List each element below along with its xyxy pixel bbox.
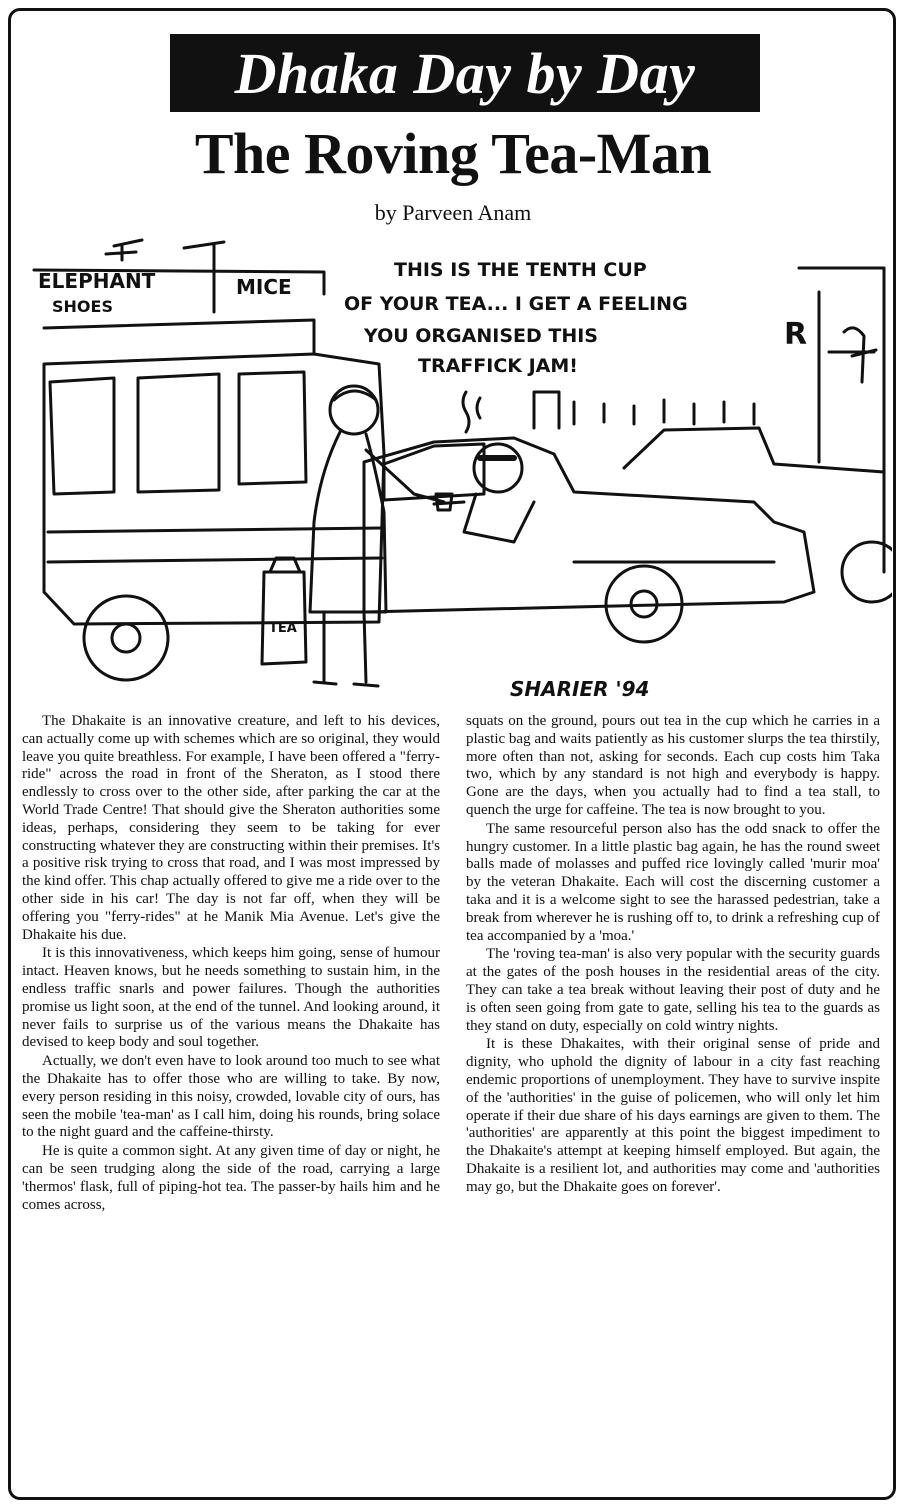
speech-line-2: OF YOUR TEA... I GET A FEELING — [344, 293, 688, 315]
paragraph: The same resourceful person also has the odd snack to offer the hungry customer. In a little plastic bag again, he has the round sweet balls made of molasses and puffed rice lovingly called 'murir moa' by the veteran Dhakaite. Each will cost the discerning customer a taka and it is a welcome sight to see the harassed pedestrian, take a break from wherever he is rushing off to, to drink a refreshing cup of tea accompanied by a 'moa.' — [466, 820, 880, 944]
article-column-left — [22, 713, 440, 1214]
cartoonist-signature: SHARIER '94 — [510, 677, 650, 701]
shop-sign-elephant: ELEPHANT — [38, 269, 156, 293]
section-title-banner — [170, 34, 760, 112]
customer-head — [474, 444, 522, 492]
building-right — [799, 268, 884, 572]
paragraph: The Dhakaite is an innovative creature, and left to his devices, can actually come up with schemes which are so original, they would leave you quite breathless. For example, I have been offered a "ferry-ride" across the road in front of the Sheraton, as I stood there endlessly to cross over to the other side, after parking the car at the World Trade Centre! That should give the Sheraton authorities some ideas, perhaps, considering they seem to be taking for ever constructing whatever they are constructing within their premises. It's a positive risk trying to cross that road, and I was most impressed by the kind offer. This chap actually offered to give me a ride over to the other side in his car! The day is not far off, when they will be offering you "ferry-rides" at he Manik Mia Avenue. Let's give the Dhakaite his due. — [22, 713, 441, 943]
speech-line-3: YOU ORGANISED THIS — [364, 325, 598, 347]
paragraph: He is quite a common sight. At any given time of day or night, he can be seen trudging along the side of the road, carrying a large 'thermos' flask, full of piping-hot tea. The passer-by hails him and he comes across, — [22, 1143, 440, 1213]
byline: by Parveen Anam — [374, 200, 532, 225]
car-body — [364, 438, 814, 612]
paragraph: The 'roving tea-man' is also very popular with the security guards at the gates of the posh houses in the residential areas of the city. They can take a tea break without leaving their post of duty and he is often seen going from gate to gate, selling his tea to the guards as they stand on duty, especially on cold wintry nights. — [466, 946, 880, 1034]
paragraph: It is this innovativeness, which keeps him going, sense of humour intact. Heaven knows, but he needs something to sustain him, in the endless traffic snarls and power failures. Though the authorities promise us light soon, at the end of the tunnel. And looking around, it never fails to surprise us of the various means the Dhakaite has devised to keep body and soul together. — [22, 945, 440, 1051]
lamp-post-left — [106, 240, 142, 260]
shop-sign-shoes: SHOES — [52, 297, 113, 316]
bus-wheel-left — [84, 596, 168, 680]
background-car — [624, 428, 884, 472]
paragraph: It is these Dhakaites, with their original sense of pride and dignity, who uphold the dignity of labour in a city fast reaching endemic proportions of unemployment. They have to survive inspite of the 'authorities' in the guise of policemen, who will only let him operate if their due share of his days earnings are given to them. The 'authorities' are apparently at this point the biggest impediment to the Dhakaite's attempt at keeping himself employed. But again, the Dhakaite is a resilient lot, and authorities may come and 'authorities may go, but the Dhakaite goes on forever'. — [466, 1036, 880, 1195]
section-title: Dhaka Day by Day — [234, 40, 696, 106]
shop-sign-mice: MICE — [236, 275, 292, 299]
lamp-post-mid — [184, 242, 224, 266]
paragraph: Actually, we don't even have to look around too much to see what the Dhakaite has to offer those who are willing to take. By now, every person residing in this noisy, crowded, lovable city of ours, has seen the mobile 'tea-man' as I call him, doing his rounds, bring solace to the night guard and the caffeine-thirsty. — [22, 1053, 440, 1141]
paragraph: squats on the ground, pours out tea in the cup which he carries in a plastic bag and waits patiently as his customer slurps the tea thirstily, more often than not, asking for seconds. Each cup costs him Taka two, which by any standard is not high and everybody is happy. Gone are the days, when you actually had to find a tea stall, to quench the urge for caffeine. The tea is now brought to you. — [466, 713, 880, 818]
shop-sign-r: R — [784, 317, 808, 352]
bystander-figure — [844, 328, 876, 382]
cartoon-drawing — [14, 232, 892, 710]
steam-lines — [463, 392, 480, 432]
speech-line-1: THIS IS THE TENTH CUP — [394, 259, 647, 281]
bus-window-3 — [239, 372, 306, 484]
cartoon-illustration — [14, 232, 892, 710]
customer-body — [464, 494, 534, 542]
tea-man-head — [330, 386, 378, 434]
article-column-right — [466, 713, 880, 1197]
speech-line-4: TRAFFICK JAM! — [418, 355, 578, 377]
tea-flask — [262, 572, 306, 664]
bus-window-1 — [50, 378, 114, 494]
bus-window-2 — [138, 374, 219, 492]
headline: The Roving Tea-Man — [194, 121, 712, 186]
flask-label: TEA — [269, 621, 297, 636]
background-people — [534, 392, 754, 428]
